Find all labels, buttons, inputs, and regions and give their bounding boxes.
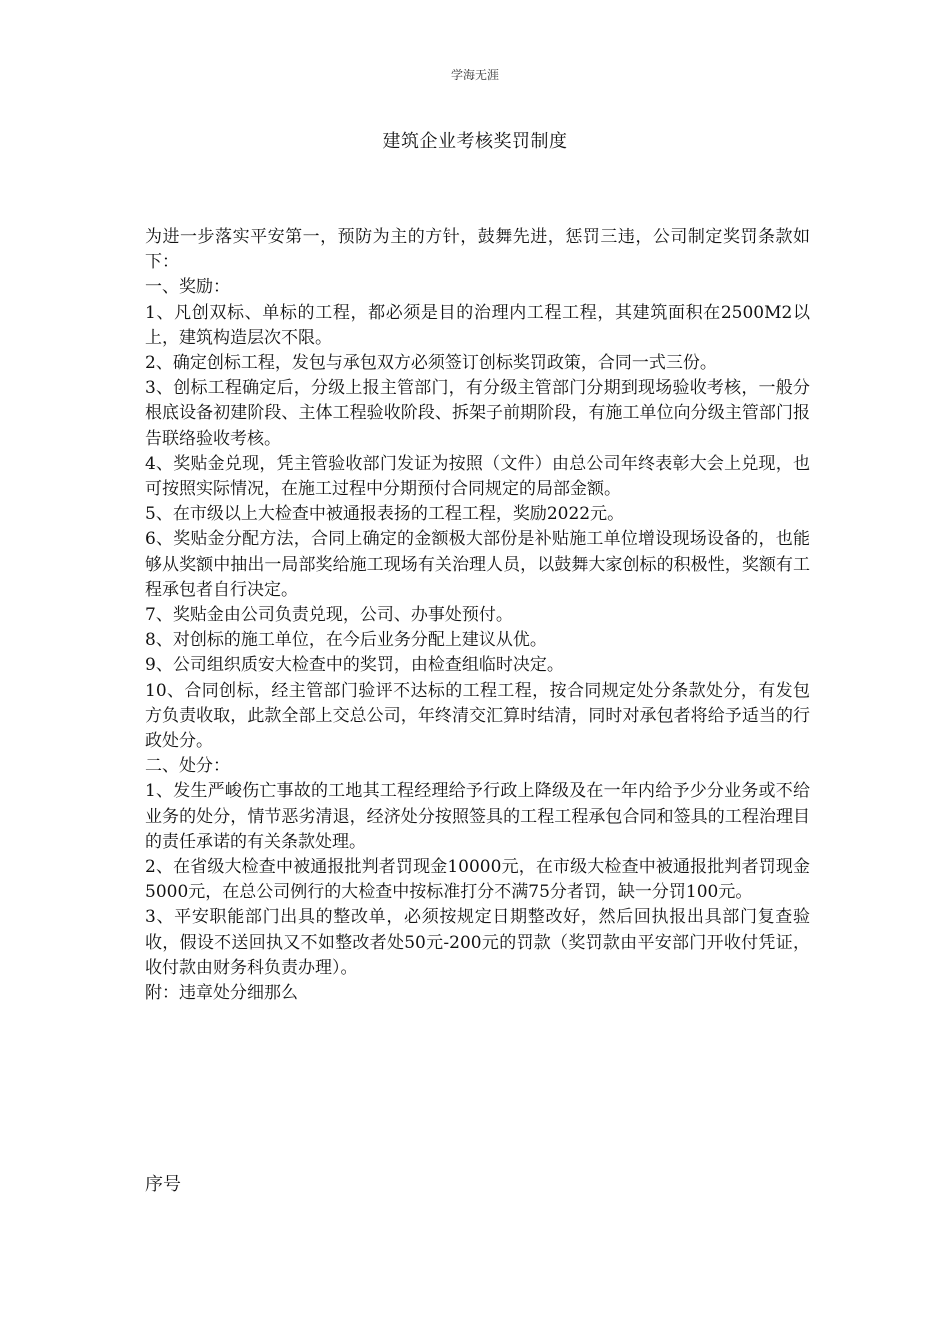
paragraph-reward-8: 8、对创标的施工单位，在今后业务分配上建议从优。: [145, 630, 547, 651]
paragraph-penalty-1: 1、发生严峻伤亡事故的工地其工程经理给予行政上降级及在一年内给予少分业务或不给业务的处分，情节恶劣清退，经济处分按照签具的工程工程承包合同和签具的工程治理目的责任承诺的有关条款处理。: [145, 781, 810, 852]
paragraph-reward-5: 5、在市级以上大检查中被通报表扬的工程工程，奖励2022元。: [145, 504, 625, 525]
table-column-label-serial: 序号: [145, 1174, 181, 1195]
section-heading-penalties: 二、处分：: [145, 756, 230, 777]
paragraph-penalty-3: 3、平安职能部门出具的整改单，必须按规定日期整改好，然后回执报出具部门复查验收，假设不送回执又不如整改者处50元-200元的罚款（奖罚款由平安部门开收付凭证，收付款由财务科负责办理）。: [145, 907, 810, 978]
document-body: [145, 225, 810, 1006]
paragraph-reward-7: 7、奖贴金由公司负责兑现，公司、办事处预付。: [145, 605, 513, 626]
paragraph-reward-2: 2、确定创标工程，发包与承包双方必须签订创标奖罚政策，合同一式三份。: [145, 353, 717, 374]
paragraph-reward-3: 3、创标工程确定后，分级上报主管部门，有分级主管部门分期到现场验收考核，一般分根底设备初建阶段、主体工程验收阶段、拆架子前期阶段，有施工单位向分级主管部门报告联络验收考核。: [145, 378, 810, 449]
paragraph-reward-9: 9、公司组织质安大检查中的奖罚，由检查组临时决定。: [145, 655, 564, 676]
document-title: 建筑企业考核奖罚制度: [382, 131, 568, 152]
paragraph-reward-10: 10、合同创标，经主管部门验评不达标的工程工程，按合同规定处分条款处分，有发包方负责收取，此款全部上交总公司，年终清交汇算时结清，同时对承包者将给予适当的行政处分。: [145, 680, 810, 752]
paragraph-appendix: 附：违章处分细那么: [145, 983, 298, 1004]
paragraph-reward-1: 1、凡创双标、单标的工程，都必须是目的治理内工程工程，其建筑面积在2500M2以上，建筑构造层次不限。: [145, 302, 810, 348]
paragraph-reward-4: 4、奖贴金兑现，凭主管验收部门发证为按照（文件）由总公司年终表彰大会上兑现，也可按照实际情况，在施工过程中分期预付合同规定的局部金额。: [145, 453, 810, 500]
paragraph-reward-6: 6、奖贴金分配方法，合同上确定的金额极大部份是补贴施工单位增设现场设备的，也能够从奖额中抽出一局部奖给施工现场有关治理人员，以鼓舞大家创标的积极性，奖额有工程承包者自行决定。: [145, 529, 810, 600]
paragraph-penalty-2: 2、在省级大检查中被通报批判者罚现金10000元，在市级大检查中被通报批判者罚现金5000元，在总公司例行的大检查中按标准打分不满75分者罚，缺一分罚100元。: [145, 857, 810, 903]
section-heading-rewards: 一、奖励：: [145, 277, 230, 298]
page-header: 学海无涯: [450, 68, 499, 82]
paragraph-intro: 为进一步落实平安第一，预防为主的方针，鼓舞先进，惩罚三违，公司制定奖罚条款如下：: [145, 227, 810, 273]
